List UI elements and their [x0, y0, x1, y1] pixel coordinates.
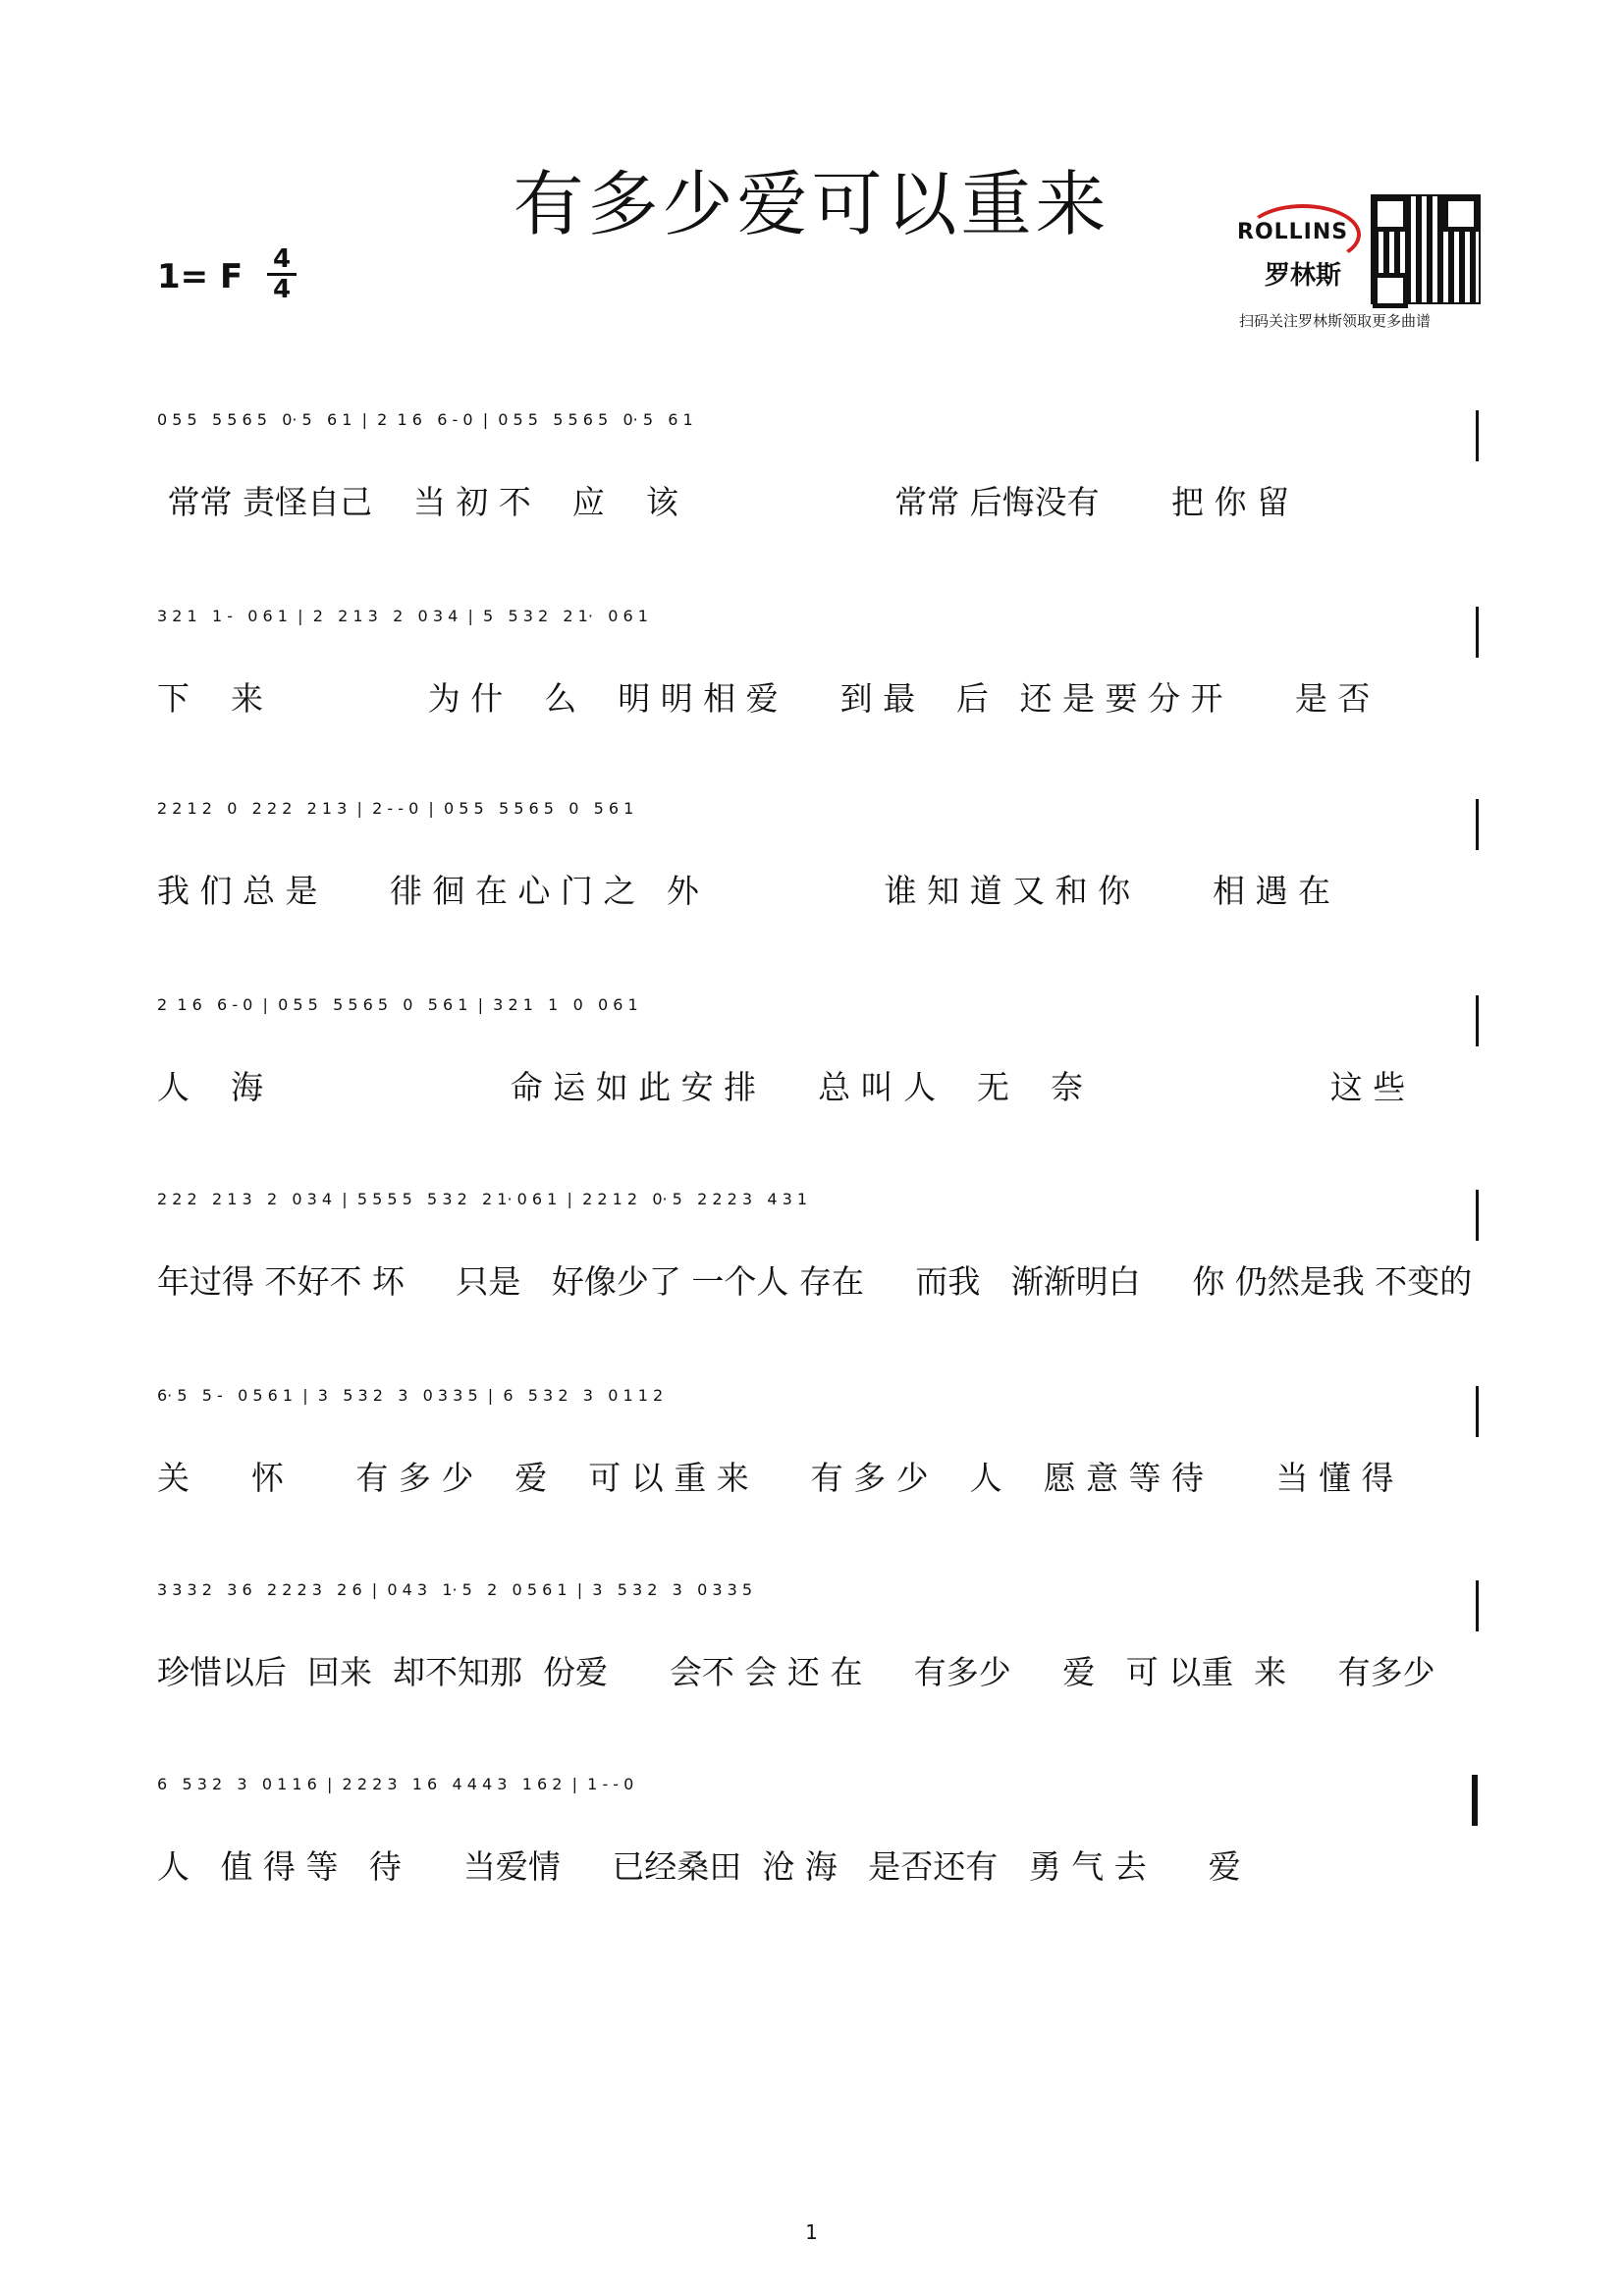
score-system-2 [157, 607, 1478, 724]
qr-corner-icon [1373, 273, 1408, 308]
barline [1476, 1386, 1479, 1437]
barline [1476, 995, 1479, 1046]
system-lyrics: 人 值 得 等 待 当爱情 已经桑田 沧 海 是否还有 勇 气 去 爱 [157, 1847, 1241, 1886]
time-signature-top: 4 [272, 244, 292, 274]
score-system-5 [157, 1190, 1478, 1308]
system-notes: 0 5 5 5 5 6 5 0· 5 6 1 | 2 1 6 6 - 0 | 0 5 5 5 5 6 5 0· 5 6 1 [157, 410, 693, 429]
barline [1476, 1190, 1479, 1241]
final-barline [1472, 1775, 1478, 1826]
time-signature-bottom: 4 [272, 275, 292, 304]
logo-brand-text: ROLLINS [1237, 220, 1349, 244]
score-system-8 [157, 1775, 1478, 1893]
system-notes: 2 2 1 2 0 2 2 2 2 1 3 | 2 - - 0 | 0 5 5 5 5 6 5 0 5 6 1 [157, 799, 634, 818]
system-notes: 2 2 2 2 1 3 2 0 3 4 | 5 5 5 5 5 3 2 2 1· 0 6 1 | 2 2 1 2 0· 5 2 2 2 3 4 3 1 [157, 1190, 808, 1208]
system-lyrics: 常常 责怪自己 当 初 不 应 该 常常 后悔没有 把 你 留 [157, 483, 1290, 521]
system-lyrics: 下 来 为 什 么 明 明 相 爱 到 最 后 还 是 要 分 开 是 否 [157, 679, 1371, 718]
logo-chinese-name: 罗林斯 [1265, 261, 1342, 291]
qr-caption: 扫码关注罗林斯领取更多曲谱 [1239, 312, 1432, 330]
barline [1476, 607, 1479, 658]
score-system-7 [157, 1580, 1478, 1698]
barline [1476, 410, 1479, 461]
score-system-4 [157, 995, 1478, 1113]
time-signature [265, 245, 298, 303]
page-number: 1 [805, 2220, 818, 2244]
system-notes: 2 1 6 6 - 0 | 0 5 5 5 5 6 5 0 5 6 1 | 3 2 1 1 0 0 6 1 [157, 995, 638, 1014]
system-lyrics: 人 海 命 运 如 此 安 排 总 叫 人 无 奈 这 些 [157, 1068, 1406, 1106]
system-notes: 6· 5 5 - 0 5 6 1 | 3 5 3 2 3 0 3 3 5 | 6 5 3 2 3 0 1 1 2 [157, 1386, 664, 1405]
key-signature: 1= F [157, 257, 243, 296]
page-title: 有多少爱可以重来 [513, 163, 1110, 245]
system-notes: 3 3 3 2 3 6 2 2 2 3 2 6 | 0 4 3 1· 5 2 0 5 6 1 | 3 5 3 2 3 0 3 3 5 [157, 1580, 753, 1599]
system-notes: 3 2 1 1 - 0 6 1 | 2 2 1 3 2 0 3 4 | 5 5 3 2 2 1· 0 6 1 [157, 607, 648, 625]
system-notes: 6 5 3 2 3 0 1 1 6 | 2 2 2 3 1 6 4 4 4 3 1 6 2 | 1 - - 0 [157, 1775, 634, 1793]
system-lyrics: 关 怀 有 多 少 爱 可 以 重 来 有 多 少 人 愿 意 等 待 当 懂 得 [157, 1459, 1394, 1497]
score-system-3 [157, 799, 1478, 917]
barline [1476, 799, 1479, 850]
barline [1476, 1580, 1479, 1631]
score-system-6 [157, 1386, 1478, 1504]
system-lyrics: 年过得 不好不 坏 只是 好像少了 一个人 存在 而我 渐渐明白 你 仍然是我 不变的 [157, 1262, 1473, 1301]
score-system-1 [157, 410, 1478, 528]
system-lyrics: 珍惜以后 回来 却不知那 份爱 会不 会 还 在 有多少 爱 可 以重 来 有多少 [157, 1653, 1435, 1691]
system-lyrics: 我 们 总 是 徘 徊 在 心 门 之 外 谁 知 道 又 和 你 相 遇 在 [157, 872, 1330, 910]
